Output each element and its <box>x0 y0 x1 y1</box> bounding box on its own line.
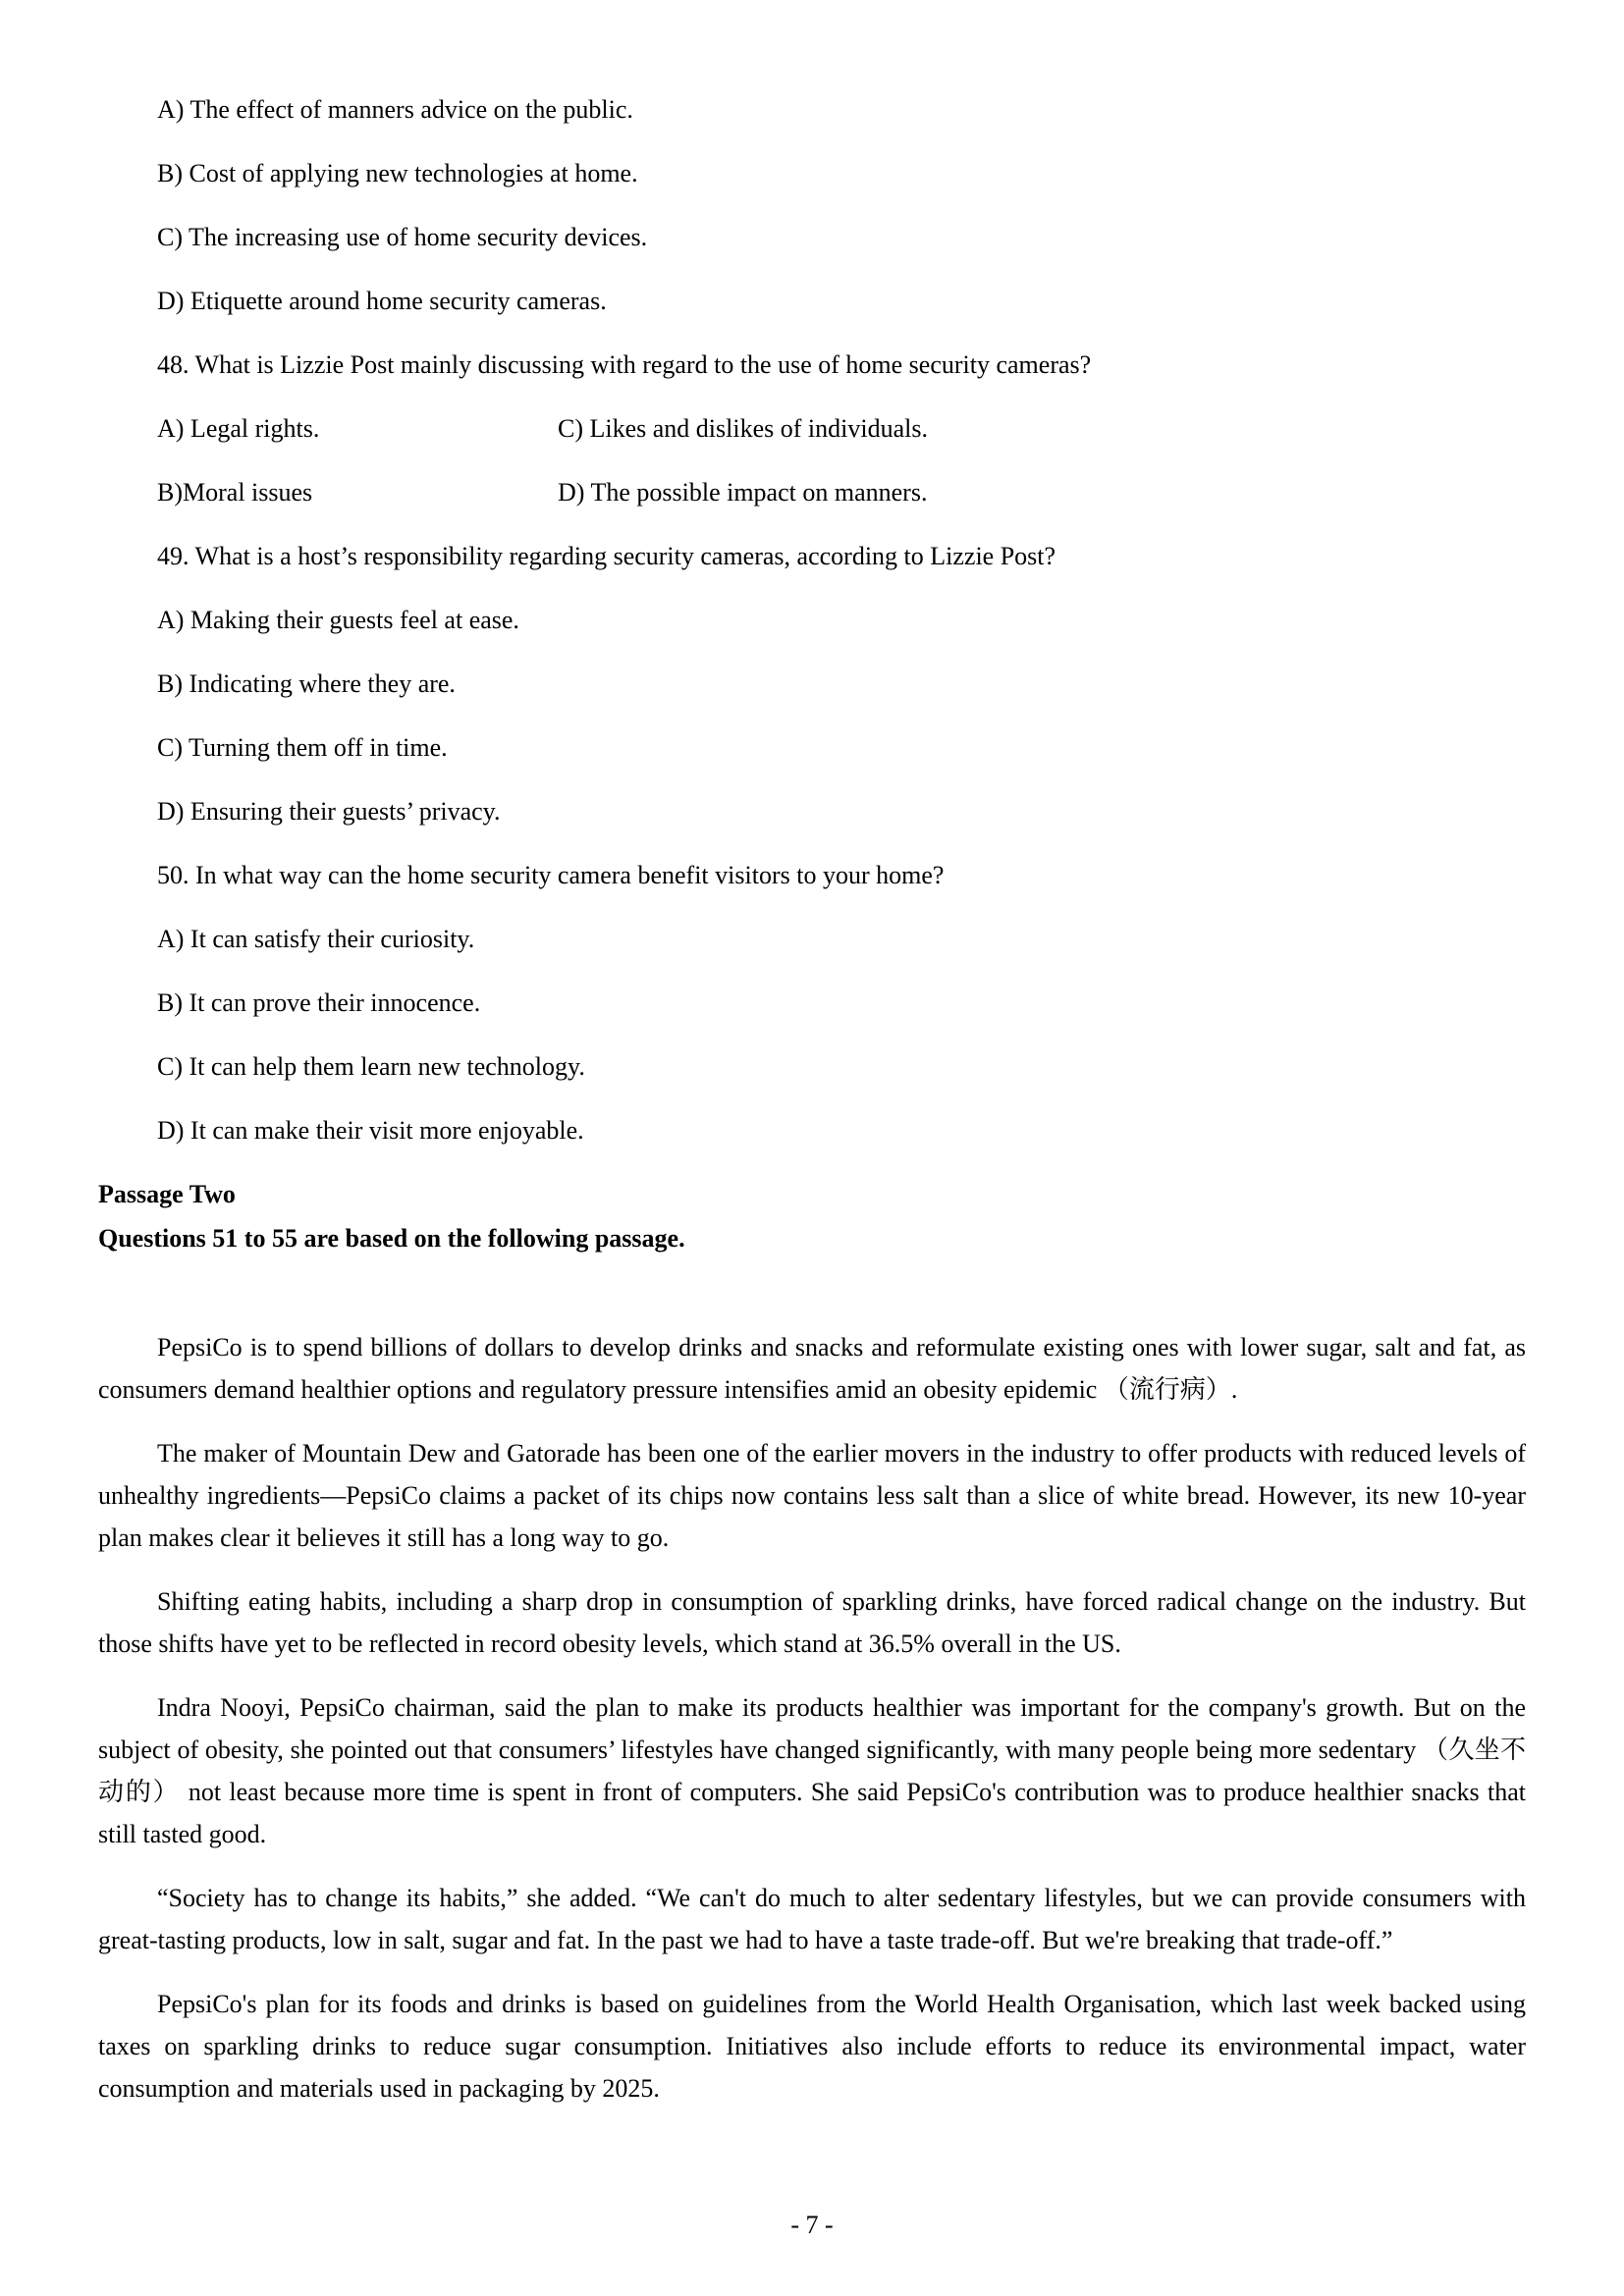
option-49c: C) Turning them off in time. <box>157 733 448 762</box>
option-48d: D) The possible impact on manners. <box>558 478 928 507</box>
option-line-47d: D) Etiquette around home security cameras. <box>157 287 607 315</box>
passage-paragraph-3: Shifting eating habits, including a sharp drop in consumption of sparkling drinks, have forced radical change on the industry. But those shifts have yet to be reflected in record obesity levels, which stand at 36.5% overall in the US. <box>98 1587 1526 1658</box>
option-50c: C) It can help them learn new technology. <box>157 1052 585 1081</box>
option-48c: C) Likes and dislikes of individuals. <box>558 414 928 443</box>
option-line-47a: A) The effect of manners advice on the public. <box>157 95 633 124</box>
option-line-47c: C) The increasing use of home security devices. <box>157 223 648 251</box>
option-49b: B) Indicating where they are. <box>157 669 456 698</box>
option-50b: B) It can prove their innocence. <box>157 988 481 1017</box>
passage-paragraph-1: PepsiCo is to spend billions of dollars to develop drinks and snacks and reformulate existing ones with lower sugar, salt and fat, as consumers demand healthier options and regulatory pressure intensifies amid an obesity epidemic （流行病）. <box>98 1333 1526 1404</box>
page-number: - 7 - <box>790 2211 834 2239</box>
passage-paragraph-6: PepsiCo's plan for its foods and drinks is based on guidelines from the World Health Organisation, which last week backed using taxes on sparkling drinks to reduce sugar consumption. Initiatives also include efforts to reduce its environmental impact, water consumption and materials used in packaging by 2025. <box>98 1990 1526 2103</box>
passage-paragraph-4: Indra Nooyi, PepsiCo chairman, said the plan to make its products healthier was important for the company's growth. But on the subject of obesity, she pointed out that consumers’ lifestyles have changed significantly, with many people being more sedentary （久坐不动的） not least because more time is spent in front of computers. She said PepsiCo's contribution was to produce healthier snacks that still tasted good. <box>98 1693 1526 1848</box>
option-line-47b: B) Cost of applying new technologies at home. <box>157 159 638 187</box>
option-48a: A) Legal rights. <box>157 414 320 443</box>
question-48-text: 48. What is Lizzie Post mainly discussing with regard to the use of home security cameras? <box>157 350 1092 379</box>
passage-paragraph-2: The maker of Mountain Dew and Gatorade has been one of the earlier movers in the industry to offer products with reduced levels of unhealthy ingredients—PepsiCo claims a packet of its chips now contains less salt than a slice of white bread. However, its new 10-year plan makes clear it believes it still has a long way to go. <box>98 1439 1526 1552</box>
question-48-option-row-1 <box>157 412 1526 446</box>
option-50d: D) It can make their visit more enjoyable. <box>157 1116 584 1145</box>
option-48b: B)Moral issues <box>157 478 313 507</box>
option-49d: D) Ensuring their guests’ privacy. <box>157 797 501 826</box>
question-49-text: 49. What is a host’s responsibility regarding security cameras, according to Lizzie Post? <box>157 542 1056 570</box>
option-50a: A) It can satisfy their curiosity. <box>157 925 475 953</box>
passage-paragraph-5: “Society has to change its habits,” she added. “We can't do much to alter sedentary lifestyles, but we can provide consumers with great-tasting products, low in salt, sugar and fat. In the past we had to have a taste trade-off. But we're breaking that trade-off.” <box>98 1884 1526 1954</box>
question-50-text: 50. In what way can the home security camera benefit visitors to your home? <box>157 861 945 889</box>
passage-two-heading: Passage Two <box>98 1180 236 1208</box>
question-48-option-row-2 <box>157 476 1526 509</box>
option-49a: A) Making their guests feel at ease. <box>157 606 519 634</box>
passage-two-subheading: Questions 51 to 55 are based on the following passage. <box>98 1224 685 1253</box>
